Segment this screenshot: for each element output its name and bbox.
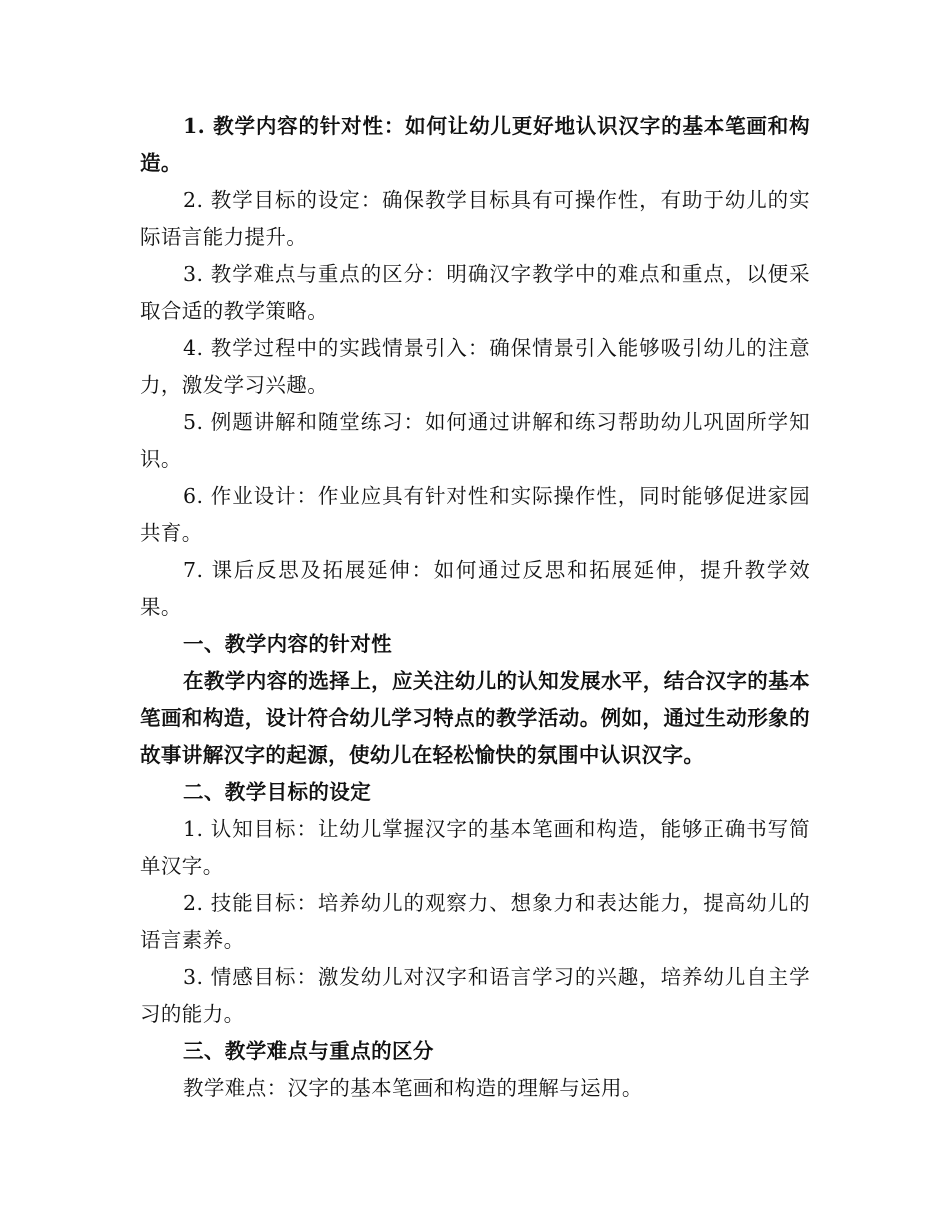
point-7-reflection-extension: 7. 课后反思及拓展延伸：如何通过反思和拓展延伸，提升教学效果。 — [140, 558, 810, 619]
goal-skill: 2. 技能目标：培养幼儿的观察力、想象力和表达能力，提高幼儿的语言素养。 — [140, 891, 810, 952]
section-heading-1: 一、教学内容的针对性 — [183, 632, 392, 656]
section-heading-3: 三、教学难点与重点的区分 — [183, 1039, 434, 1063]
document-page — [140, 108, 810, 1107]
teaching-difficulty: 教学难点：汉字的基本笔画和构造的理解与运用。 — [183, 1076, 643, 1100]
point-3-difficulty-focus: 3. 教学难点与重点的区分：明确汉字教学中的难点和重点，以便采取合适的教学策略。 — [140, 262, 810, 323]
point-1-content-targeting: 1. 教学内容的针对性：如何让幼儿更好地认识汉字的基本笔画和构造。 — [140, 114, 810, 175]
section-heading-2: 二、教学目标的设定 — [183, 780, 372, 804]
point-5-examples-practice: 5. 例题讲解和随堂练习：如何通过讲解和练习帮助幼儿巩固所学知识。 — [140, 410, 810, 471]
point-2-goal-setting: 2. 教学目标的设定：确保教学目标具有可操作性，有助于幼儿的实际语言能力提升。 — [140, 188, 810, 249]
goal-emotional: 3. 情感目标：激发幼儿对汉字和语言学习的兴趣，培养幼儿自主学习的能力。 — [140, 965, 810, 1026]
section-1-body: 在教学内容的选择上，应关注幼儿的认知发展水平，结合汉字的基本笔画和构造，设计符合幼儿学习特点的教学活动。例如，通过生动形象的故事讲解汉字的起源，使幼儿在轻松愉快的氛围中认识汉字。 — [140, 669, 810, 767]
point-4-scenario-introduction: 4. 教学过程中的实践情景引入：确保情景引入能够吸引幼儿的注意力，激发学习兴趣。 — [140, 336, 810, 397]
point-6-homework-design: 6. 作业设计：作业应具有针对性和实际操作性，同时能够促进家园共育。 — [140, 484, 810, 545]
goal-cognitive: 1. 认知目标：让幼儿掌握汉字的基本笔画和构造，能够正确书写简单汉字。 — [140, 817, 810, 878]
